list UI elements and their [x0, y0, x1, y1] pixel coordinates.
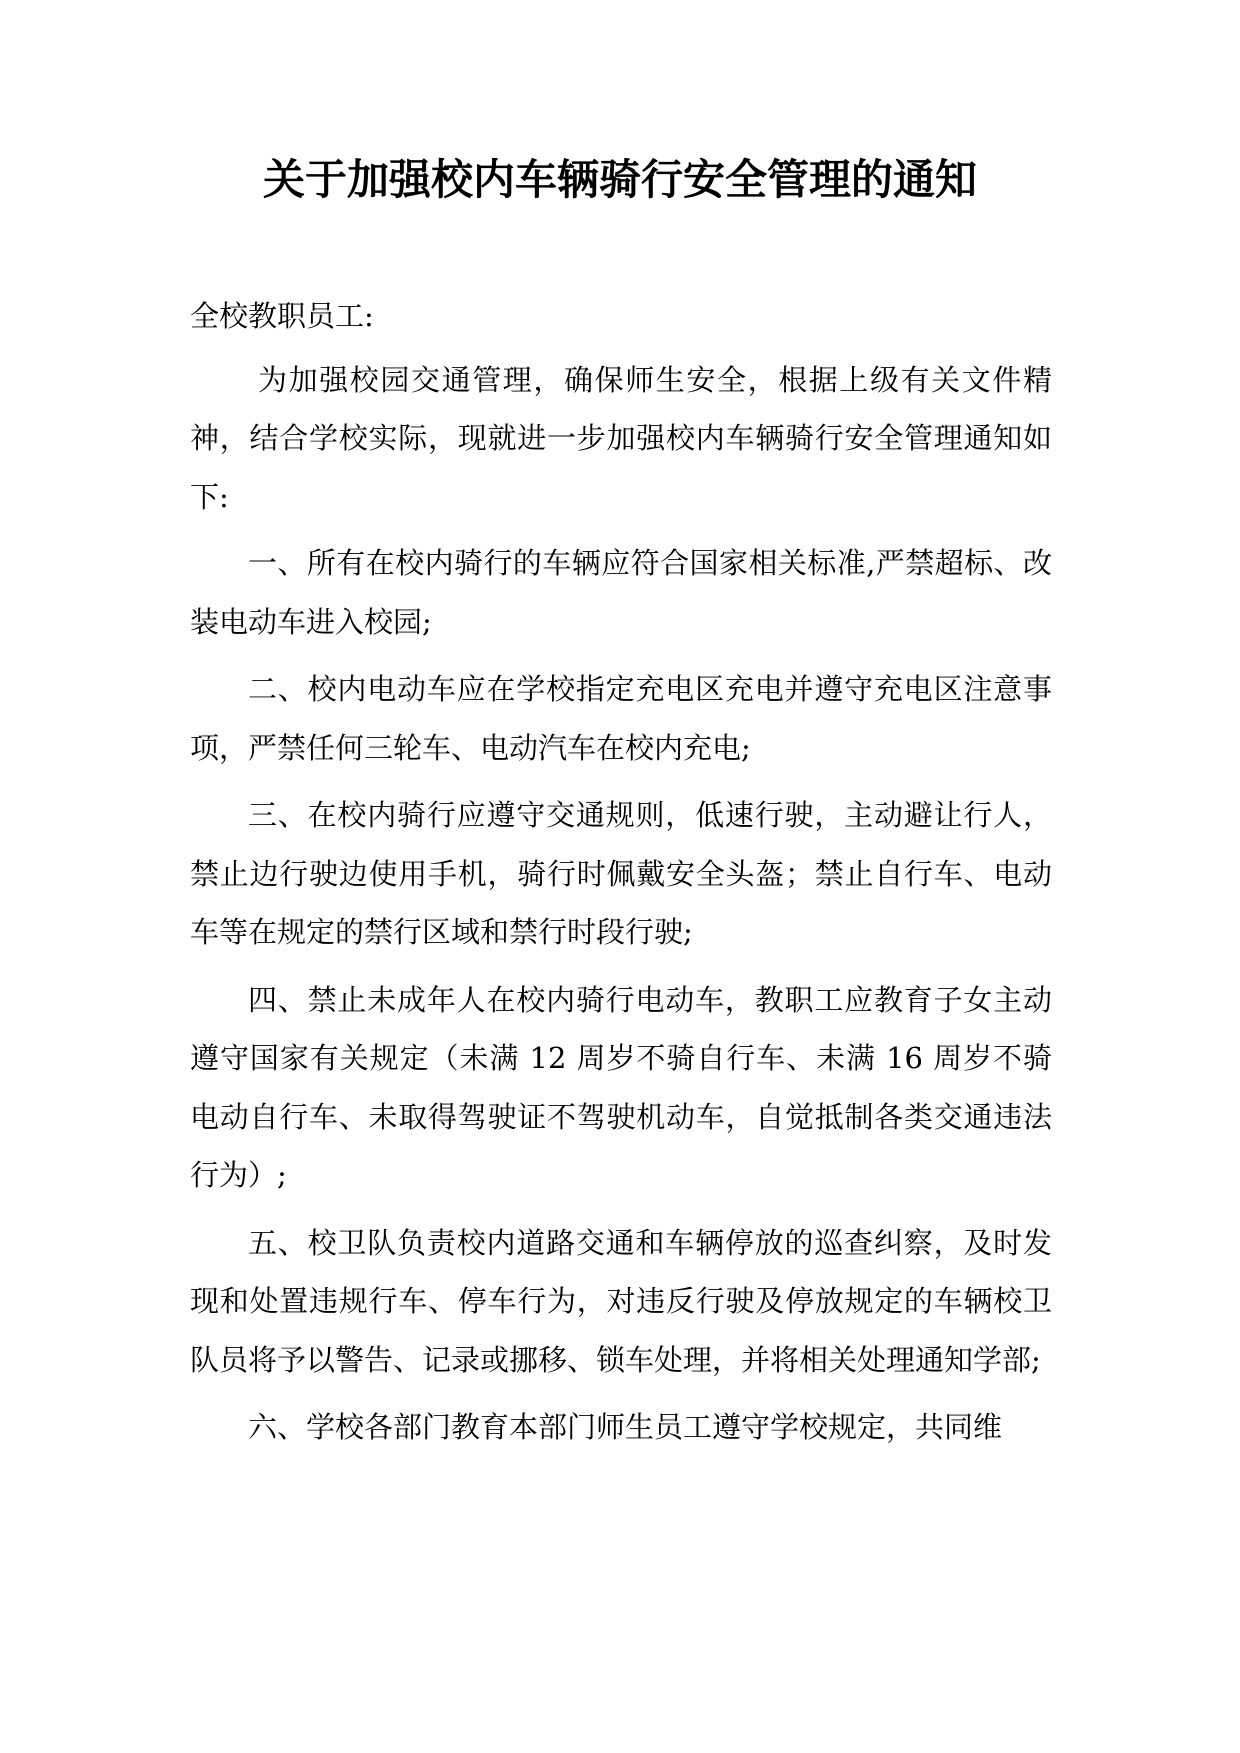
intro-paragraph: 为加强校园交通管理，确保师生安全，根据上级有关文件精神，结合学校实际，现就进一步加强校内车辆骑行安全管理通知如下:	[190, 362, 1052, 514]
document-title: 关于加强校内车辆骑行安全管理的通知	[262, 155, 977, 204]
document-body	[190, 287, 1052, 1466]
notice-item-2: 二、校内电动车应在学校指定充电区充电并遵守充电区注意事项，严禁任何三轮车、电动汽车在校内充电;	[190, 672, 1052, 765]
notice-item-3: 三、在校内骑行应遵守交通规则，低速行驶，主动避让行人，禁止边行驶边使用手机，骑行时佩戴安全头盔；禁止自行车、电动车等在规定的禁行区域和禁行时段行驶;	[190, 798, 1052, 949]
notice-item-4: 四、禁止未成年人在校内骑行电动车，教职工应教育子女主动遵守国家有关规定（未满 12 周岁不骑自行车、未满 16 周岁不骑电动自行车、未取得驾驶证不驾驶机动车，自觉抵制各类交通违法行为）;	[190, 982, 1052, 1192]
notice-item-6: 六、学校各部门教育本部门师生员工遵守学校规定，共同维	[248, 1410, 1003, 1444]
notice-item-1: 一、所有在校内骑行的车辆应符合国家相关标准,严禁超标、改装电动车进入校园;	[190, 546, 1052, 639]
salutation: 全校教职员工:	[190, 299, 374, 333]
notice-item-5: 五、校卫队负责校内道路交通和车辆停放的巡查纠察，及时发现和处置违规行车、停车行为，对违反行驶及停放规定的车辆校卫队员将予以警告、记录或挪移、锁车处理，并将相关处理通知学部;	[190, 1225, 1052, 1377]
